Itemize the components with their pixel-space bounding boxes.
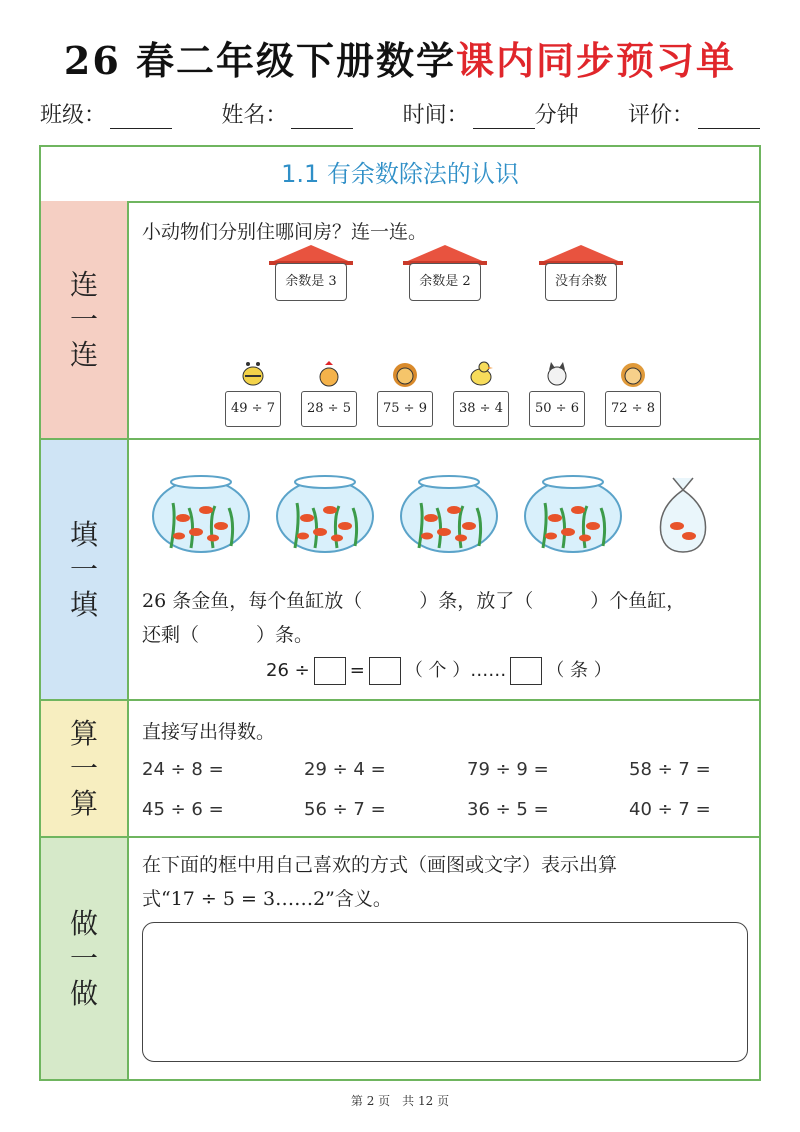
section-fill-content	[129, 440, 759, 699]
match-instruction: 小动物们分别住哪间房？连一连。	[142, 221, 428, 243]
label-char: 连	[69, 268, 98, 301]
division-card: 28 ÷ 5	[301, 391, 357, 427]
name-label: 姓名：	[221, 103, 288, 128]
problem[interactable]: 40 ÷ 7 =	[629, 799, 711, 820]
house-no-remainder[interactable]	[539, 245, 623, 303]
label-char: 一	[69, 752, 98, 785]
problem[interactable]: 24 ÷ 8 =	[142, 759, 224, 780]
section-match-content	[129, 201, 759, 438]
label-char: 填	[69, 588, 98, 621]
equation-unit-tiao: （ 条 ）	[546, 660, 612, 681]
animal-card-3[interactable]	[377, 361, 433, 429]
division-card: 72 ÷ 8	[605, 391, 661, 427]
label-char: 算	[69, 787, 98, 820]
equation-unit-ge: （ 个 ）……	[404, 660, 507, 681]
fish-bag-icon	[651, 468, 715, 554]
house-sign: 余数是 2	[409, 263, 481, 301]
fishbowl-icon	[399, 468, 499, 554]
label-char: 一	[69, 303, 98, 336]
equation-equals: =	[349, 660, 365, 681]
name-field[interactable]	[221, 98, 353, 129]
section-match	[41, 201, 759, 440]
fill-question-line2: 还剩（ ）条。	[142, 624, 314, 646]
section-do	[41, 838, 759, 1079]
division-card: 38 ÷ 4	[453, 391, 509, 427]
do-question-line1: 在下面的框中用自己喜欢的方式（画图或文字）表示出算	[142, 854, 618, 876]
label-char: 做	[69, 907, 98, 940]
eval-field[interactable]	[628, 98, 760, 129]
label-char: 算	[69, 717, 98, 750]
title-main: 26 春二年级下册数学	[63, 38, 457, 83]
division-card: 50 ÷ 6	[529, 391, 585, 427]
fishbowl-icon	[151, 468, 251, 554]
fishbowl-icon	[275, 468, 375, 554]
house-sign: 没有余数	[545, 263, 617, 301]
class-field[interactable]	[40, 98, 172, 129]
problem[interactable]: 58 ÷ 7 =	[629, 759, 711, 780]
lion-icon	[391, 361, 419, 387]
student-info-row	[40, 98, 760, 129]
division-card: 49 ÷ 7	[225, 391, 281, 427]
rooster-icon	[315, 361, 343, 387]
answer-box[interactable]	[510, 657, 542, 685]
time-blank[interactable]	[473, 106, 535, 129]
problem[interactable]: 56 ÷ 7 =	[304, 799, 386, 820]
duck-icon	[467, 361, 495, 387]
bee-icon	[239, 361, 267, 387]
section-calculate-content	[129, 701, 759, 836]
answer-box[interactable]	[314, 657, 346, 685]
section-calculate	[41, 701, 759, 838]
class-blank[interactable]	[110, 106, 172, 129]
drawing-answer-box[interactable]	[142, 922, 748, 1062]
house-sign: 余数是 3	[275, 263, 347, 301]
page-number: 第 2 页 共 12 页	[350, 1094, 450, 1108]
page-title	[0, 30, 800, 85]
division-card: 75 ÷ 9	[377, 391, 433, 427]
lion-icon	[619, 361, 647, 387]
eval-label: 评价：	[627, 103, 694, 128]
section-fill-label	[41, 440, 129, 699]
worksheet-frame	[39, 145, 761, 1081]
label-char: 一	[69, 942, 98, 975]
label-char: 连	[69, 338, 98, 371]
cat-icon	[543, 361, 571, 387]
section-do-label	[41, 838, 129, 1079]
problem[interactable]: 45 ÷ 6 =	[142, 799, 224, 820]
time-field[interactable]	[403, 98, 579, 129]
calculate-instruction: 直接写出得数。	[142, 721, 276, 743]
section-fill	[41, 440, 759, 701]
problem[interactable]: 36 ÷ 5 =	[467, 799, 549, 820]
fill-equation	[266, 656, 612, 685]
animal-card-4[interactable]	[453, 361, 509, 429]
name-blank[interactable]	[291, 106, 353, 129]
equation-start: 26 ÷	[266, 660, 310, 681]
time-label: 时间：	[402, 103, 469, 128]
section-match-label	[41, 201, 129, 438]
class-label: 班级：	[40, 103, 107, 128]
eval-blank[interactable]	[698, 106, 760, 129]
answer-box[interactable]	[369, 657, 401, 685]
label-char: 填	[69, 518, 98, 551]
problem[interactable]: 29 ÷ 4 =	[304, 759, 386, 780]
fishbowl-icon	[523, 468, 623, 554]
animal-card-2[interactable]	[301, 361, 357, 429]
label-char: 一	[69, 553, 98, 586]
animal-card-1[interactable]	[225, 361, 281, 429]
minutes-label: 分钟	[534, 103, 579, 128]
fill-question-line1: 26 条金鱼，每个鱼缸放（ ）条，放了（ ）个鱼缸，	[142, 590, 686, 612]
do-question-line2: 式“17 ÷ 5 = 3……2”含义。	[142, 888, 392, 910]
section-calculate-label	[41, 701, 129, 836]
problem[interactable]: 79 ÷ 9 =	[467, 759, 549, 780]
animal-card-5[interactable]	[529, 361, 585, 429]
section-do-content	[129, 838, 759, 1079]
topic-heading: 1.1 有余数除法的认识	[41, 147, 759, 203]
house-remainder-2[interactable]	[403, 245, 487, 303]
title-highlight: 课内同步预习单	[456, 38, 737, 83]
house-remainder-3[interactable]	[269, 245, 353, 303]
label-char: 做	[69, 977, 98, 1010]
animal-card-6[interactable]	[605, 361, 661, 429]
